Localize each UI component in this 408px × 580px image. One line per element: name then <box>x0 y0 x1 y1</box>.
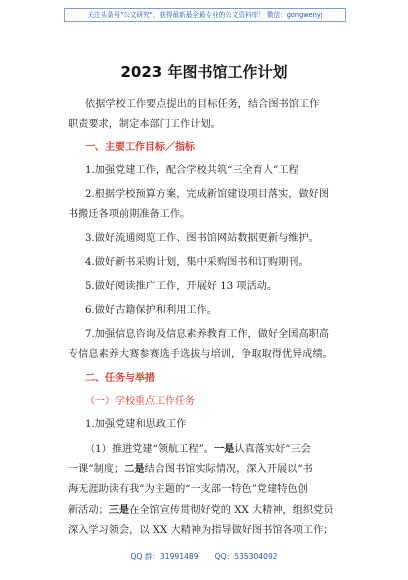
para-line-2-emph: 二是 <box>124 463 145 475</box>
goal-6: 6.做好古籍保护和利用工作。 <box>85 305 217 316</box>
subsection-heading: （一）学校重点工作任务 <box>85 396 195 407</box>
para-line-5: 深入学习领会，以 XX 大精神为指导做好图书馆各项工作； <box>68 525 334 536</box>
document-title: 2023 年图书馆工作计划 <box>120 63 288 81</box>
goal-3: 3.做好流通阅览工作、图书馆网站数据更新与维护。 <box>85 233 319 244</box>
para-line-4-emph: 三是 <box>108 504 130 516</box>
goal-4: 4.做好新书采购计划，集中采购图书和订购期刊。 <box>85 257 309 268</box>
para-line-1-rest: 认真落实好“三会 <box>234 444 311 455</box>
para-line-2 <box>68 462 313 477</box>
section-heading-tasks: 二、任务与举措 <box>85 373 155 384</box>
goal-7-line-1: 7.加强信息咨询及信息素养教育工作，做好全国高职高 <box>85 329 330 340</box>
goal-7-line-2: 专信息素养大赛参赛选手选拔与培训，争取取得优异成绩。 <box>68 349 333 360</box>
para-line-2-rest: 结合图书馆实际情况，深入开展以“书 <box>144 464 313 475</box>
para-line-4-rest: 在全馆宣传贯彻好党的 XX 大精神，组织党员 <box>129 505 334 516</box>
promo-banner: 关注头条号"公文研究"，获得最新最全最专业的公文资料库！ 微信：gongwenyj <box>64 8 346 22</box>
footer-qq-group: QQ 群：31991489 <box>130 552 199 561</box>
para-line-2-text: 一课”制度； <box>68 464 125 475</box>
intro-line-2: 职责要求，制定本部门工作计划。 <box>68 119 221 130</box>
footer-contact <box>0 551 408 562</box>
para-line-1 <box>85 442 311 457</box>
task-item-1: 1.加强党建和思政工作 <box>85 419 187 430</box>
goal-5: 5.做好阅读推广工作，开展好 13 项活动。 <box>85 281 278 292</box>
goal-2-line-1: 2.根据学校预算方案，完成新馆建设项目落实，做好图 <box>85 189 330 200</box>
footer-qq: QQ：535304092 <box>214 552 278 561</box>
goal-2-line-2: 书搬迁各项前期准备工作。 <box>68 209 191 220</box>
intro-line-1: 依据学校工作要点提出的目标任务，结合图书馆工作 <box>85 99 320 110</box>
para-line-1-emph: 一是 <box>213 443 235 455</box>
para-line-4-text: 新活动； <box>68 505 109 516</box>
para-line-3: 海无涯助读有我”为主题的“一支部一特色”党建特色创 <box>68 484 308 495</box>
para-line-4 <box>68 503 333 518</box>
para-line-1-text: （1）推进党建“领航工程”。 <box>85 444 214 455</box>
section-heading-goals: 一、主要工作目标／指标 <box>85 142 195 153</box>
goal-1: 1.加强党建工作，配合学校共筑“三全育人”工程 <box>85 165 299 176</box>
